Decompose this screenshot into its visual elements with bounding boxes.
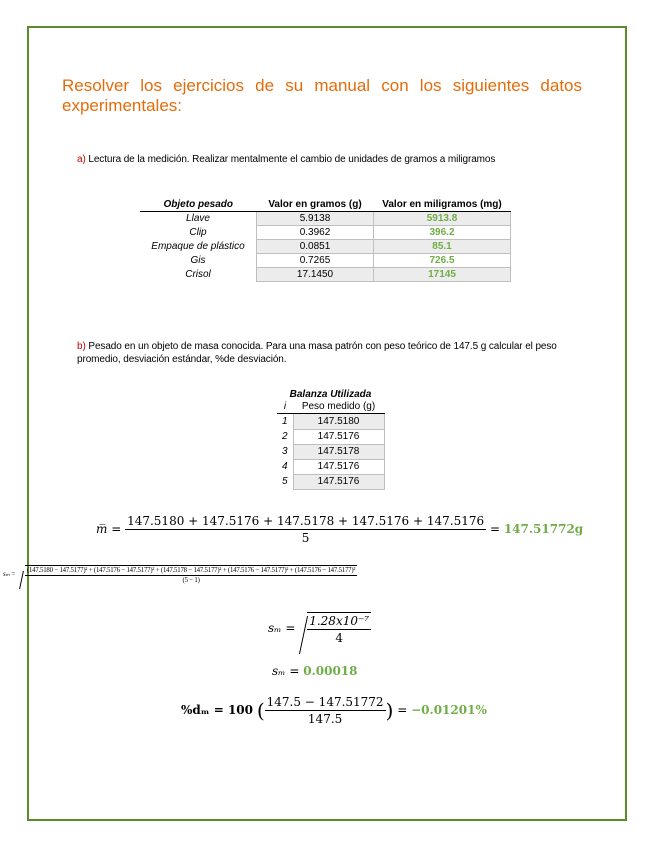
weight-cell: 147.5176 <box>293 474 384 489</box>
page-heading: Resolver los ejercicios de su manual con los siguientes datos experimentales: <box>62 76 582 115</box>
object-cell: Empaque de plástico <box>151 241 245 252</box>
table-row <box>277 444 384 459</box>
mean-denominator: 5 <box>301 531 310 545</box>
percent-deviation-equation: %dₘ = 100 ( $\frac{147.5 - 147.51772}{147.5}$ ) = −0.01201% <box>181 695 487 726</box>
header-mg: Valor en miligramos (mg) <box>374 198 511 212</box>
header-index: i <box>277 400 293 414</box>
question-b <box>77 340 597 366</box>
percent-deviation-numerator: 147.5 − 147.51772 <box>266 695 384 709</box>
table-row <box>140 212 511 226</box>
mg-cell: 5913.8 <box>374 212 511 226</box>
object-cell: Clip <box>189 227 207 238</box>
percent-deviation-result: −0.01201% <box>411 703 487 717</box>
grams-cell: 0.0851 <box>257 240 374 254</box>
index-cell: 2 <box>281 431 288 442</box>
question-b-label: b) <box>77 341 86 352</box>
table-row <box>140 254 511 268</box>
percent-deviation-lhs: %dₘ = 100 <box>181 703 253 717</box>
percent-deviation-fraction <box>265 695 386 726</box>
question-a-label: a) <box>77 154 86 165</box>
balance-table-caption: Balanza Utilizada <box>289 388 372 400</box>
weight-cell: 147.5176 <box>293 429 384 444</box>
table-row <box>277 414 384 430</box>
mg-cell: 85.1 <box>374 240 511 254</box>
table-row <box>140 240 511 254</box>
mean-lhs: m̅ = <box>96 522 122 536</box>
std-dev-result-equation <box>272 664 358 678</box>
table-row <box>277 429 384 444</box>
index-cell: 4 <box>281 461 288 472</box>
std-dev-equation <box>268 612 371 645</box>
object-cell: Llave <box>186 213 210 225</box>
std-dev-full-equation <box>3 565 653 584</box>
std-dev-denominator: 4 <box>335 631 343 645</box>
question-a-text: Lectura de la medición. Realizar mentalmente el cambio de unidades de gramos a miligramos <box>85 154 496 165</box>
table-row <box>277 459 384 474</box>
table-row <box>277 474 384 489</box>
mean-equals: = <box>489 522 500 536</box>
std-dev-full-lhs: sₘ = <box>3 571 16 579</box>
mean-result: 147.51772g <box>503 522 584 536</box>
std-dev-lhs: sₘ = <box>268 621 296 635</box>
balance-table <box>277 388 385 490</box>
object-cell: Crisol <box>185 269 211 280</box>
std-dev-numerator: 1.28x10⁻⁷ <box>309 614 370 628</box>
mean-fraction <box>125 514 486 545</box>
question-a <box>77 154 495 165</box>
index-cell: 3 <box>281 446 288 457</box>
grams-cell: 0.7265 <box>257 254 374 268</box>
sqrt-symbol <box>299 612 371 645</box>
std-dev-full-denominator: (5 − 1) <box>182 577 200 584</box>
header-object: Objeto pesado <box>140 198 257 212</box>
mg-cell: 17145 <box>374 268 511 282</box>
weight-cell: 147.5180 <box>293 414 384 430</box>
mean-numerator: 147.5180 + 147.5176 + 147.5178 + 147.5176 + 147.5176 <box>127 514 485 528</box>
table-row <box>140 226 511 240</box>
mg-cell: 726.5 <box>374 254 511 268</box>
header-weight: Peso medido (g) <box>293 400 384 414</box>
sqrt-symbol <box>17 565 357 584</box>
grams-cell: 0.3962 <box>257 226 374 240</box>
weight-cell: 147.5178 <box>293 444 384 459</box>
weight-cell: 147.5176 <box>293 459 384 474</box>
object-cell: Gis <box>190 255 206 266</box>
percent-deviation-denominator: 147.5 <box>307 712 343 726</box>
header-grams: Valor en gramos (g) <box>257 198 374 212</box>
mg-cell: 396.2 <box>374 226 511 240</box>
weights-table <box>140 198 511 282</box>
std-dev-fraction <box>307 614 371 645</box>
index-cell: 5 <box>281 476 288 487</box>
percent-deviation-equals: = <box>397 703 408 717</box>
std-dev-result: 0.00018 <box>303 664 358 678</box>
std-dev-full-fraction <box>25 567 357 584</box>
table-row <box>140 268 511 282</box>
grams-cell: 17.1450 <box>257 268 374 282</box>
question-b-text: Pesado en un objeto de masa conocida. Para una masa patrón con peso teórico de 147.5 g calcular el peso promedio, desviación estándar, %de desviación. <box>77 341 557 365</box>
grams-cell: 5.9138 <box>257 212 374 226</box>
std-dev-full-numerator: (147.5180 − 147.5177)² + (147.5176 − 147.5177)² + (147.5178 − 147.5177)² + (147.5176 − 147.5177)² + (147.5176 − 147.5177)² <box>26 567 356 574</box>
index-cell: 1 <box>281 416 288 427</box>
mean-equation <box>96 514 583 545</box>
std-dev-result-lhs: sₘ = <box>272 664 300 678</box>
